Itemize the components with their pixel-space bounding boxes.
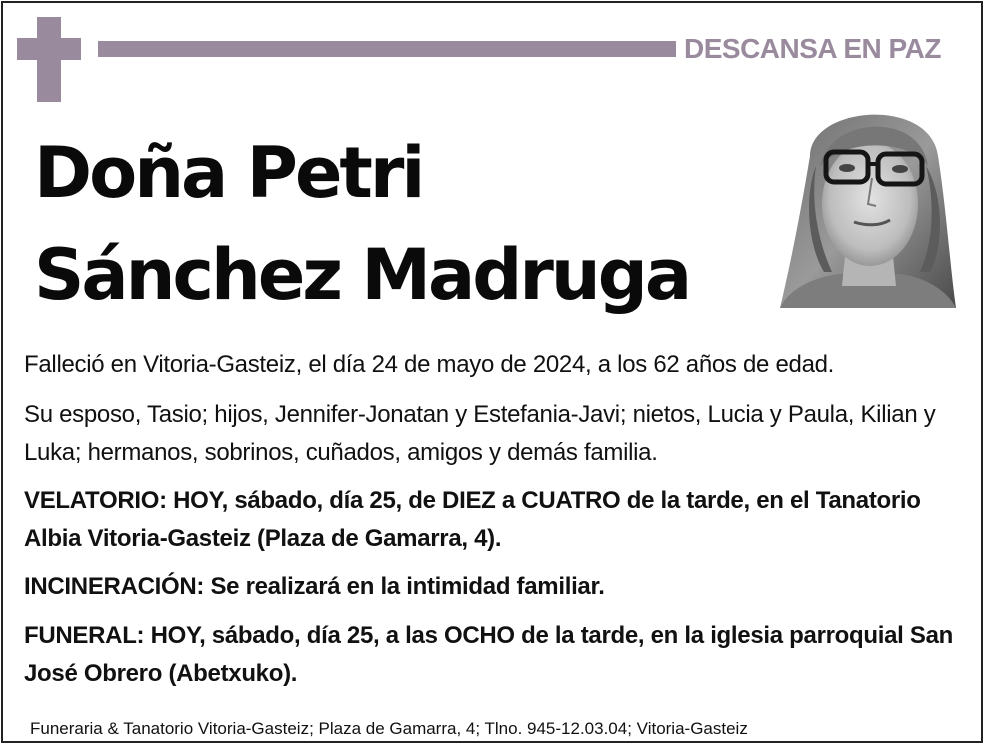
funeral-text: FUNERAL: HOY, sábado, día 25, a las OCHO de la tarde, en la iglesia parroquial San José Obrero (Abetxuko).: [24, 622, 954, 687]
portrait-photo: [780, 96, 956, 308]
family-text: Su esposo, Tasio; hijos, Jennifer-Jonatan y Estefania-Javi; nietos, Lucia y Paula, Kilian y Luka; hermanos, sobrinos, cuñados, amigos y demás familia.: [24, 401, 936, 466]
funeral-home-footer: Funeraria & Tanatorio Vitoria-Gasteiz; Plaza de Gamarra, 4; Tlno. 945-12.03.04; Vitoria-Gasteiz: [30, 719, 748, 738]
announcement-text: Falleció en Vitoria-Gasteiz, el día 24 de mayo de 2024, a los 62 años de edad.: [24, 351, 835, 378]
portrait-photo-drawing: [780, 96, 956, 308]
incineracion-text: INCINERACIÓN: Se realizará en la intimidad familiar.: [24, 573, 605, 600]
header-rule: [98, 41, 676, 57]
velatorio-text: VELATORIO: HOY, sábado, día 25, de DIEZ a CUATRO de la tarde, en el Tanatorio Albia Vitoria-Gasteiz (Plaza de Gamarra, 4).: [24, 487, 921, 552]
deceased-name-line2: Sánchez Madruga: [34, 234, 690, 316]
deceased-name-line1: Doña Petri: [34, 132, 423, 214]
header-label: DESCANSA EN PAZ: [684, 33, 941, 64]
cross-icon-horizontal: [17, 38, 81, 60]
